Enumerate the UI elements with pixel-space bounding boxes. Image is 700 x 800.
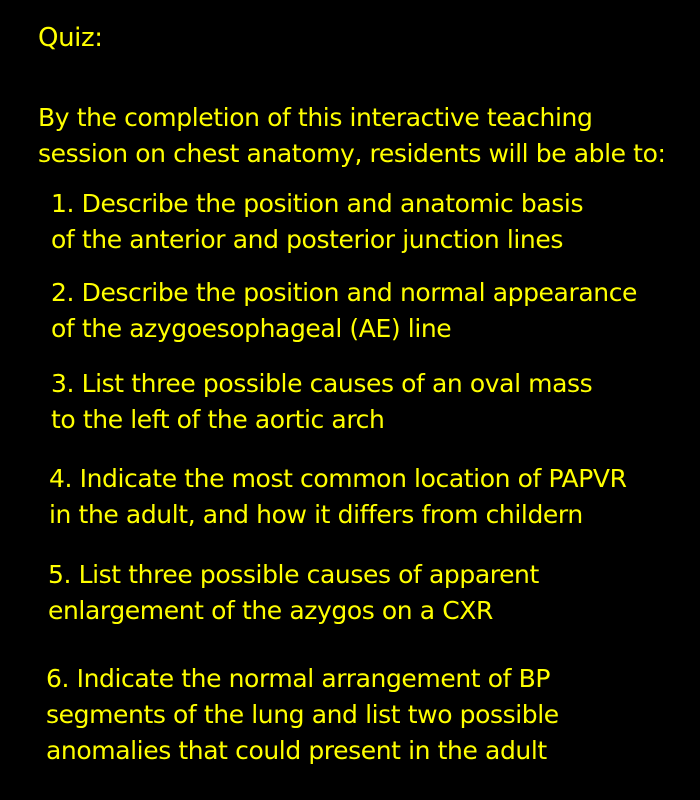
objective-1-line-2: of the anterior and posterior junction lines bbox=[51, 225, 563, 254]
objective-2-line-1: 2. Describe the position and normal appearance bbox=[51, 278, 638, 307]
objective-3-line-1: 3. List three possible causes of an oval mass bbox=[51, 369, 593, 398]
objective-6-line-3: anomalies that could present in the adult bbox=[46, 736, 547, 765]
slide-title: Quiz: bbox=[38, 23, 103, 53]
objective-2-line-2: of the azygoesophageal (AE) line bbox=[51, 314, 452, 343]
objective-6-line-2: segments of the lung and list two possible bbox=[46, 700, 559, 729]
objective-1-line-1: 1. Describe the position and anatomic basis bbox=[51, 189, 584, 218]
intro-line-2: session on chest anatomy, residents will be able to: bbox=[38, 139, 666, 168]
objective-4-line-1: 4. Indicate the most common location of PAPVR bbox=[49, 464, 627, 493]
objective-4-line-2: in the adult, and how it differs from childern bbox=[49, 500, 583, 529]
objective-5-line-2: enlargement of the azygos on a CXR bbox=[48, 596, 494, 625]
objective-3-line-2: to the left of the aortic arch bbox=[51, 405, 385, 434]
intro-line-1: By the completion of this interactive teaching bbox=[38, 103, 593, 132]
objective-6-line-1: 6. Indicate the normal arrangement of BP bbox=[46, 664, 550, 693]
objective-5-line-1: 5. List three possible causes of apparent bbox=[48, 560, 539, 589]
